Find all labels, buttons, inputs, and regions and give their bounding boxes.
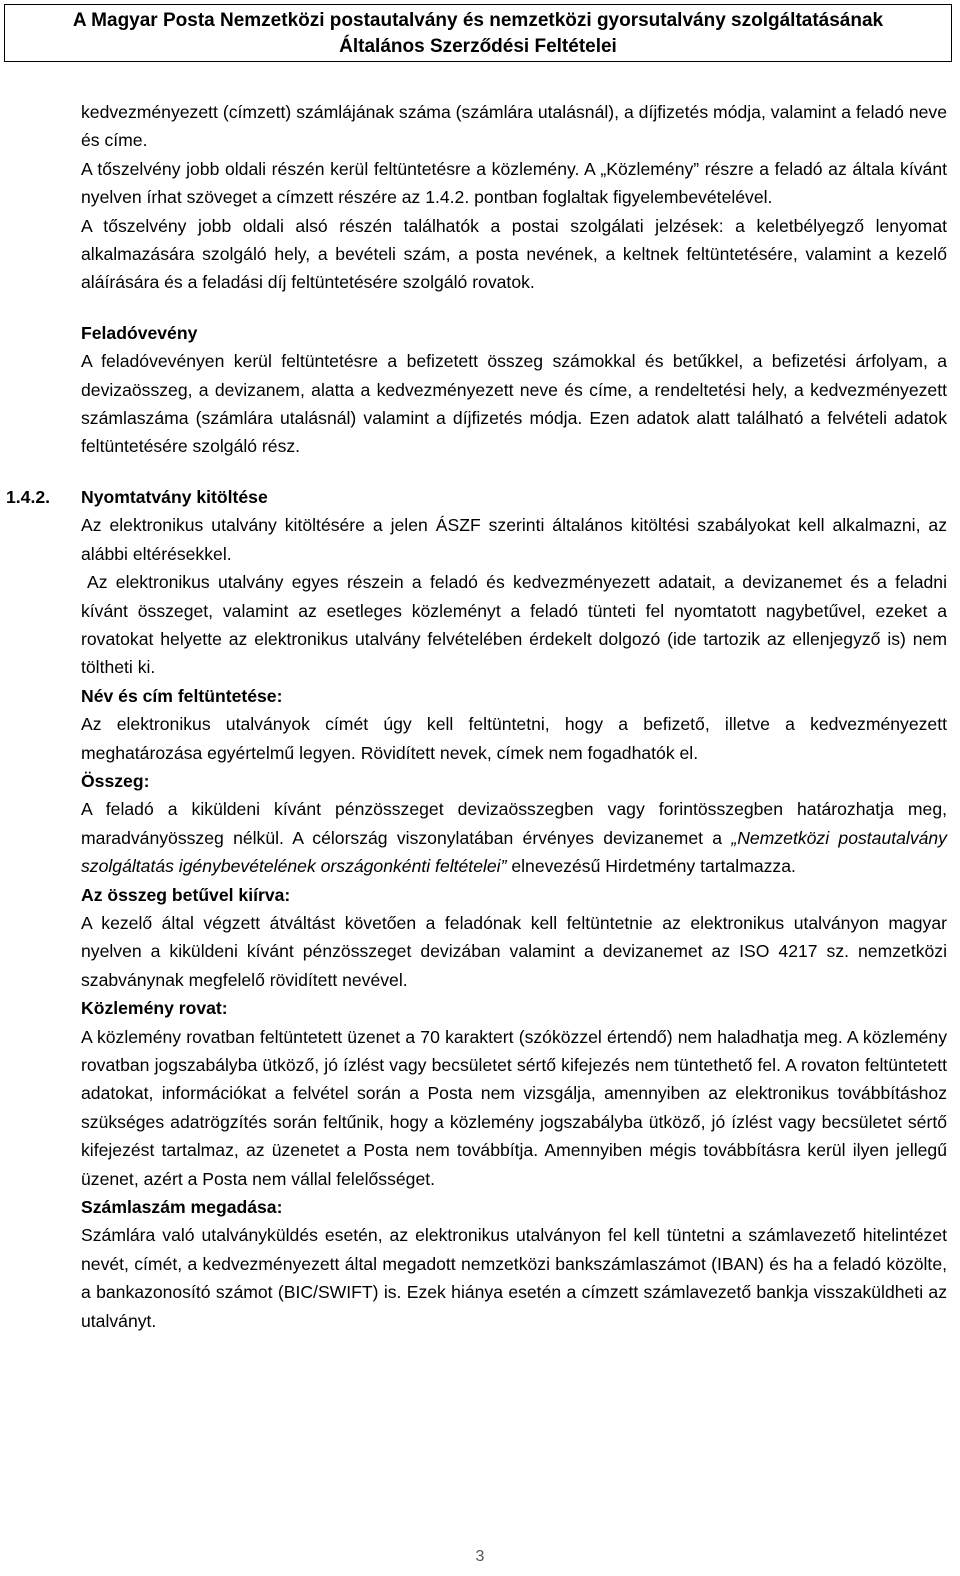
kozlemeny-heading: Közlemény rovat:: [81, 998, 228, 1019]
section-paragraph-1: Az elektronikus utalvány kitöltésére a jelen ÁSZF szerinti általános kitöltési szabályokat kell alkalmazni, az alábbi eltérésekkel.: [81, 515, 947, 564]
header-title-line2: Általános Szerződési Feltételei: [339, 36, 617, 57]
hirdetmeny-title: „Nemzetközi postautalvány szolgáltatás igénybevételének országonkénti feltételei”: [81, 827, 947, 877]
osszeg-heading: Összeg:: [81, 770, 150, 791]
feladoveveny-heading: Feladóvevény: [81, 322, 198, 343]
osszeg-text-start: A feladó a kiküldeni kívánt pénzösszeget devizaösszegben vagy forintösszegben határozhatja meg, maradványösszeg nélkül. A célország viszonylatában érvényes devizanemet a: [81, 799, 947, 848]
nev-cim-heading: Név és cím feltüntetése:: [81, 685, 283, 706]
section-title: Nyomtatvány kitöltése: [81, 486, 268, 507]
szamlaszam-heading: Számlaszám megadása:: [81, 1197, 283, 1218]
section-1-4-2: [6, 483, 947, 511]
betuvel-heading: Az összeg betűvel kiírva:: [81, 884, 291, 905]
osszeg-text: [81, 795, 947, 880]
page-number: 3: [475, 1548, 485, 1565]
paragraph-continuation: kedvezményezett (címzett) számlájának száma (számlára utalásnál), a díjfizetés módja, valamint a feladó neve és címe.: [81, 102, 947, 151]
szamlaszam-text: Számlára való utalványküldés esetén, az elektronikus utalványon fel kell tüntetni a számlavezető hitelintézet nevét, címét, a kedvezményezett által megadott nemzetközi bankszámlaszámot (IBAN) és ha a feladó közölte, a bankazonosító számot (BIC/SWIFT) is. Ezek hiánya esetén a címzett számlavezető bankja visszaküldheti az utalványt.: [81, 1225, 947, 1331]
section-number: 1.4.2.: [6, 486, 51, 507]
feladoveveny-text: A feladóvevényen kerül feltüntetésre a befizetett összeg számokkal és betűkkel, a befizetési árfolyam, a devizaösszeg, a devizanem, alatta a kedvezményezett neve és címe, a rendeltetési hely, a kedvezményezett számlaszáma (számlára utalásnál) valamint a díjfizetés módja. Ezen adatok alatt található a felvételi adatok feltüntetésére szolgáló rész.: [81, 351, 947, 457]
paragraph-postai-jelzesek: A tőszelvény jobb oldali alsó részén találhatók a postai szolgálati jelzések: a keletbélyegző lenyomat alkalmazására szolgáló hely, a bevételi szám, a posta nevének, a keltnek feltüntetésére, valamint a kezelő aláírására és a feladási díj feltüntetésére szolgáló rovatok.: [81, 215, 947, 293]
kozlemeny-text: A közlemény rovatban feltüntetett üzenet a 70 karaktert (szóközzel értendő) nem haladhatja meg. A közlemény rovatban jogszabályba ütköző, jó ízlést vagy becsületet sértő kifejezés nem tüntethető fel. A rovaton feltüntetett adatokat, információkat a felvétel során a Posta nem vizsgálja, amennyiben az elektronikus továbbításhoz szükséges adatrögzítés során feltűnik, hogy a közlemény jogszabályba ütköző, jó ízlést vagy becsületet sértő kifejezést tartalmaz, az üzenetet a Posta nem továbbítja. Amennyiben mégis továbbításra kerül ilyen jellegű üzenet, azért a Posta nem vállal felelősséget.: [81, 1026, 947, 1189]
section-paragraph-2: Az elektronikus utalvány egyes részein a feladó és kedvezményezett adatait, a devizanemet és a feladni kívánt összeget, valamint az esetleges közleményt a feladó tünteti fel nyomtatott nagybetűvel, ezeket a rovatokat helyette az elektronikus utalvány felvételében érdekelt dolgozó (ide tartozik az ellenjegyző is) nem töltheti ki.: [81, 572, 947, 678]
betuvel-text: A kezelő által végzett átváltást követően a feladónak kell feltüntetnie az elektronikus utalványon magyar nyelven a kiküldeni kívánt pénzösszeget devizában valamint a devizanemet az ISO 4217 sz. nemzetközi szabványnak megfelelő rövidített nevével.: [81, 912, 947, 990]
header-title-line1: A Magyar Posta Nemzetközi postautalvány és nemzetközi gyorsutalvány szolgáltatásának: [72, 10, 884, 31]
document-header: [4, 4, 952, 62]
paragraph-kozlemeny-info: A tőszelvény jobb oldali részén kerül feltüntetésre a közlemény. A „Közlemény” részre a feladó az általa kívánt nyelven írhat szöveget a címzett részére az 1.4.2. pontban foglaltak figyelembevételével.: [81, 158, 947, 208]
osszeg-text-end: elnevezésű Hirdetmény tartalmazza.: [506, 856, 796, 877]
document-body: [6, 98, 947, 1335]
nev-cim-text: Az elektronikus utalványok címét úgy kell feltüntetni, hogy a befizető, illetve a kedvezményezett meghatározása egyértelmű legyen. Rövidített nevek, címek nem fogadhatók el.: [81, 714, 947, 763]
